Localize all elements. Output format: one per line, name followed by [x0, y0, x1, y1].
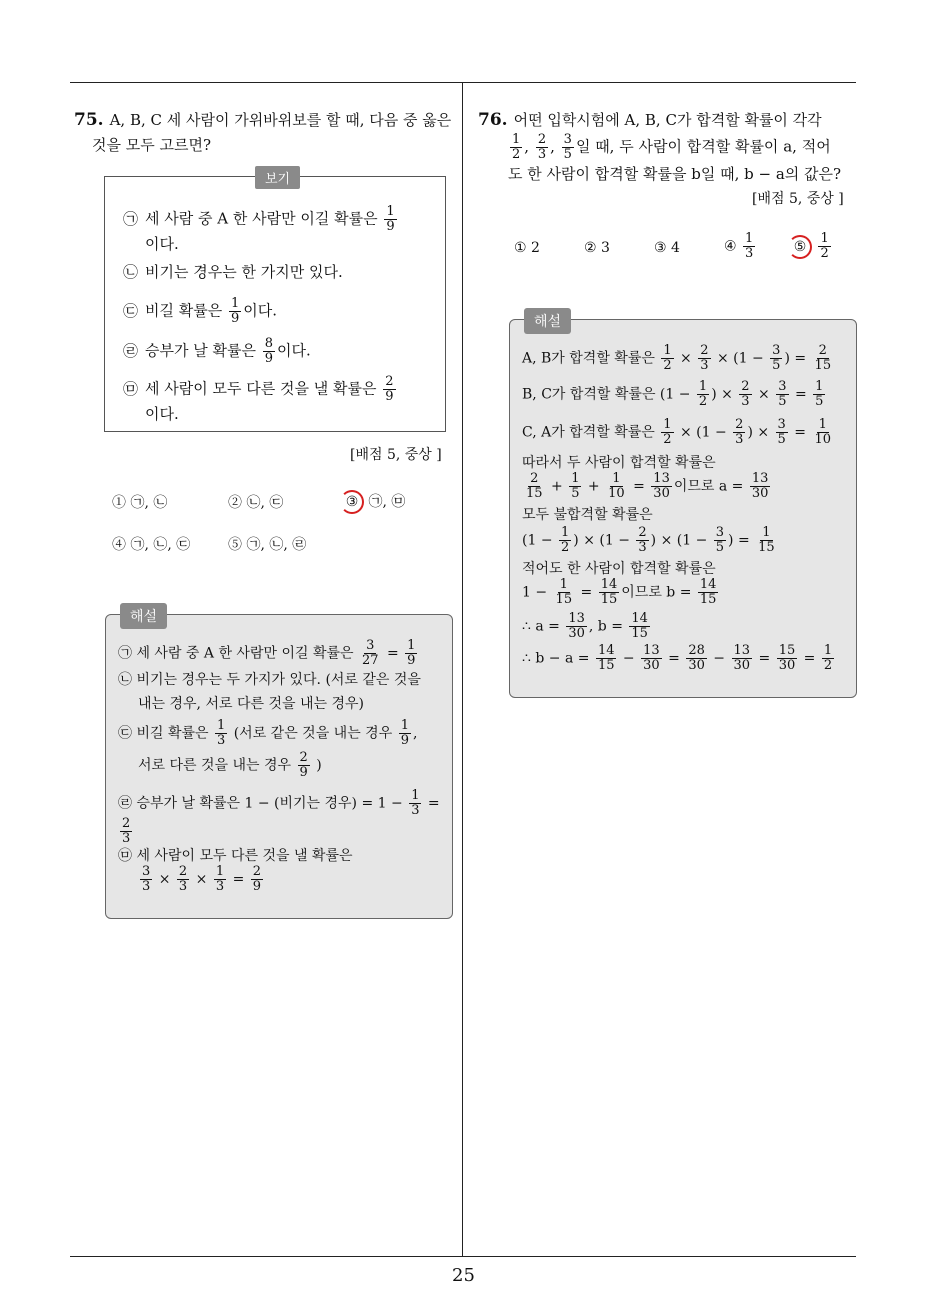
q76-h-line3: C, A가 합격할 확률은 $\frac{1}{2}$ × (1 − $\frac{2}{3}$ ) × $\frac{3}{5}$ = $\frac{1}{10}$ [522, 417, 832, 447]
q76-h-line6: 모두 불합격할 확률은 [522, 507, 653, 523]
bogi-item-3: ㉢ 비길 확률은 $\frac{1}{9}$ 이다. [123, 296, 278, 326]
q75-choice-2[interactable]: ② ㉡, ㉢ [228, 495, 284, 511]
q75-h-line6: ㉣ 승부가 날 확률은 1 − (비기는 경우) = 1 − $\frac{1}{3}$ = [118, 788, 440, 818]
q76-choice-5[interactable]: ⑤ $\frac{1}{2}$ [792, 232, 833, 261]
q76-h-line8: 적어도 한 사람이 합격할 확률은 [522, 561, 716, 577]
q75-choice-5[interactable]: ⑤ ㉠, ㉡, ㉣ [228, 537, 307, 553]
q75-h-line5: 서로 다른 것을 내는 경우 $\frac{2}{9}$ ) [138, 750, 322, 780]
q75-h-line8: ㉤ 세 사람이 모두 다른 것을 낼 확률은 [118, 848, 353, 864]
q76-h-line2: B, C가 합격할 확률은 (1 − $\frac{1}{2}$ ) × $\frac{2}{3}$ × $\frac{3}{5}$ = $\frac{1}{5}$ [522, 379, 824, 409]
answer-circle: ⑤ [788, 235, 812, 259]
bogi-item-1: ㉠ 세 사람 중 A 한 사람만 이길 확률은 $\frac{1}{9}$ [123, 204, 395, 234]
q76-stem-line2: $\frac{1}{2}$ , $\frac{2}{3}$ , $\frac{3}{5}$ 일 때, 두 사람이 합격할 확률이 a, 적어 [512, 132, 831, 162]
q76-haesul-box [509, 314, 857, 698]
q75-choice-4[interactable]: ④ ㉠, ㉡, ㉢ [112, 537, 191, 553]
q75-h-line3: 내는 경우, 서로 다른 것을 내는 경우) [138, 696, 364, 712]
q75-h-line7: $\frac{2}{3}$ [122, 816, 131, 846]
q76-h-line11: ∴ b − a = $\frac{14}{15}$ − $\frac{13}{30}$ = $\frac{28}{30}$ − $\frac{13}{30}$ = $\frac{15}{30}$ = $\frac{1}{2}$ [522, 643, 833, 673]
q75-haesul-title: 해설 [120, 603, 167, 629]
q75-haesul-box [105, 609, 453, 919]
q75-number: 75. [74, 110, 104, 130]
question-75 [74, 108, 459, 158]
q76-number: 76. [478, 110, 508, 130]
q76-h-line9: 1 − $\frac{1}{15}$ = $\frac{14}{15}$ 이므로 b = $\frac{14}{15}$ [522, 577, 717, 607]
q75-h-line1: ㉠ 세 사람 중 A 한 사람만 이길 확률은 $\frac{3}{27}$ = $\frac{1}{9}$ [118, 638, 416, 668]
q76-score: [배점 5, 중상 ] [752, 191, 844, 207]
q75-h-line4: ㉢ 비길 확률은 $\frac{1}{3}$ (서로 같은 것을 내는 경우 $\frac{1}{9}$ , [118, 718, 418, 748]
q75-stem-line1: 75. A, B, C 세 사람이 가위바위보를 할 때, 다음 중 옳은 [74, 110, 452, 130]
q75-h-line9: $\frac{3}{3}$ × $\frac{2}{3}$ × $\frac{1}{3}$ = $\frac{2}{9}$ [142, 864, 262, 894]
column-divider [462, 82, 463, 1256]
q76-h-line1: A, B가 합격할 확률은 $\frac{1}{2}$ × $\frac{2}{3}$ × (1 − $\frac{3}{5}$ ) = $\frac{2}{15}$ [522, 343, 832, 373]
bogi-item-2: ㉡ 비기는 경우는 한 가지만 있다. [123, 263, 343, 281]
q76-choice-4[interactable]: ④ $\frac{1}{3}$ [724, 231, 754, 261]
q76-choice-2[interactable]: ② 3 [584, 240, 610, 256]
q76-choice-1[interactable]: ① 2 [514, 240, 540, 256]
q76-stem-line1: 76. 어떤 입학시험에 A, B, C가 합격할 확률이 각각 [478, 110, 822, 130]
q75-h-line2: ㉡ 비기는 경우는 두 가지가 있다. (서로 같은 것을 [118, 672, 421, 688]
page-number: 25 [452, 1265, 475, 1286]
bogi-item-5: ㉤ 세 사람이 모두 다른 것을 낼 확률은 $\frac{2}{9}$ [123, 374, 394, 404]
q76-h-line5: $\frac{2}{15}$ + $\frac{1}{5}$ + $\frac{1}{10}$ = $\frac{13}{30}$ 이므로 a = $\frac{13}{30}$ [526, 471, 769, 501]
bottom-rule [70, 1256, 856, 1257]
bogi-item-5-tail: 이다. [145, 405, 179, 423]
answer-circle: ③ [340, 490, 364, 514]
q76-haesul-title: 해설 [524, 308, 571, 334]
q76-h-line4: 따라서 두 사람이 합격할 확률은 [522, 455, 716, 471]
q75-stem-line2: 것을 모두 고르면? [92, 136, 212, 154]
q76-h-line10: ∴ a = $\frac{13}{30}$ , b = $\frac{14}{15}$ [522, 611, 648, 641]
q76-choice-3[interactable]: ③ 4 [654, 240, 680, 256]
q76-stem-line3: 도 한 사람이 합격할 확률을 b일 때, b − a의 값은? [508, 165, 842, 183]
bogi-box [104, 172, 446, 432]
q76-h-line7: (1 − $\frac{1}{2}$ ) × (1 − $\frac{2}{3}$ ) × (1 − $\frac{3}{5}$ ) = $\frac{1}{15}$ [522, 525, 775, 555]
bogi-title: 보기 [255, 166, 300, 189]
bogi-item-4: ㉣ 승부가 날 확률은 $\frac{8}{9}$ 이다. [123, 336, 311, 366]
question-76 [478, 108, 863, 187]
top-rule [70, 82, 856, 83]
q75-choice-1[interactable]: ① ㉠, ㉡ [112, 495, 168, 511]
q75-score: [배점 5, 중상 ] [350, 447, 442, 463]
q75-choice-3[interactable]: ③ ㉠, ㉤ [344, 490, 405, 514]
bogi-item-1-tail: 이다. [145, 235, 179, 253]
